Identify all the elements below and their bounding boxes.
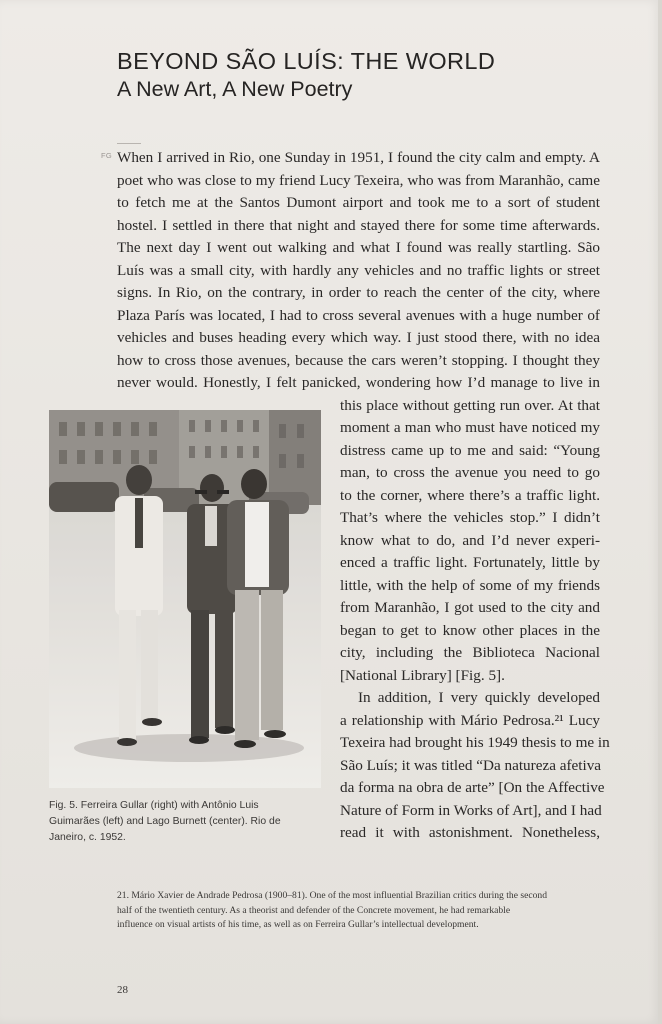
body-line: Luís was a small city, with hardly any vehicles and no traffic lights or street (117, 262, 600, 279)
body-line: little, with the help of some of my friends (340, 577, 600, 594)
body-line: That’s where the vehicles stop.” I didn’t (340, 509, 600, 526)
footnote-line: 21. Mário Xavier de Andrade Pedrosa (1900–81). One of the most influential Brazilian critics during the second (117, 890, 548, 901)
body-line: vehicles and buses heading every which way. I just stood there, with no idea (117, 329, 600, 346)
body-line: São Luís; it was titled “Da natureza afetiva (340, 757, 602, 774)
page-edge-shadow (658, 0, 662, 1024)
body-line: Plaza París was located, I had to cross several avenues with a huge number of (117, 307, 600, 324)
street-photo-illustration (49, 410, 321, 788)
body-line: da forma na obra de arte” [On the Affective (340, 779, 605, 796)
body-line: never would. Honestly, I felt panicked, wondering how I’d manage to live in (117, 374, 600, 391)
caption-line: Guimarães (left) and Lago Burnett (center). Rio de (49, 816, 281, 827)
body-line: began to get to know other places in the (340, 622, 600, 639)
chapter-subtitle: A New Art, A New Poetry (117, 77, 353, 101)
page-number: 28 (117, 984, 128, 996)
body-line: distress came up to me and said: “Young (340, 442, 600, 459)
body-line: from Maranhão, I got used to the city and (340, 599, 600, 616)
chapter-title: BEYOND SÃO LUÍS: THE WORLD (117, 48, 496, 74)
body-line: how to cross those avenues, because the cars weren’t stopping. I thought they (117, 352, 600, 369)
footnote-line: half of the twentieth century. As a theorist and defender of the Concrete movement, he had remarkable (117, 904, 511, 916)
body-line: to the corner, where there’s a traffic light. (340, 487, 600, 504)
caption-line: Fig. 5. Ferreira Gullar (right) with Antônio Luis (49, 800, 259, 811)
figure-caption (49, 798, 324, 846)
body-line: Nature of Form in Works of Art], and I had (340, 802, 602, 819)
section-rule (117, 143, 141, 144)
speaker-margin-mark: FG (101, 151, 113, 160)
footnote-line: influence on visual artists of his time, as well as on Ferreira Gullar’s intellectual development. (117, 919, 479, 930)
body-line: In addition, I very quickly developed (358, 689, 600, 706)
caption-line: Janeiro, c. 1952. (49, 832, 126, 843)
body-line: know what to do, and I’d never experi- (340, 532, 600, 549)
body-line: When I arrived in Rio, one Sunday in 1951, I found the city calm and empty. A (117, 149, 600, 166)
body-line: man, to cross the avenue you need to go (340, 464, 600, 481)
body-line: this place without getting run over. At that (340, 397, 600, 414)
body-line: city, including the Biblioteca Nacional (340, 644, 600, 661)
body-line: Texeira had brought his 1949 thesis to me in (340, 734, 610, 751)
body-line: to fetch me at the Santos Dumont airport and took me to a sort of student (117, 194, 600, 211)
body-line: poet who was close to my friend Lucy Texeira, who was from Maranhão, came (117, 172, 600, 189)
body-line: [National Library] [Fig. 5]. (340, 667, 505, 684)
body-line: moment a man who must have noticed my (340, 419, 600, 436)
body-line: enced a traffic light. Fortunately, little by (340, 554, 600, 571)
figure-photo (49, 410, 321, 788)
body-line: The next day I went out walking and what I found was really startling. São (117, 239, 600, 256)
footnote (117, 889, 602, 933)
body-line: a relationship with Mário Pedrosa.²¹ Lucy (340, 712, 600, 729)
body-line: signs. In Rio, on the contrary, in order to reach the center of the city, where (117, 284, 600, 301)
body-line: read it with astonishment. Nonetheless, (340, 824, 600, 841)
body-line: hostel. I settled in there that night and stayed there for some time afterwards. (117, 217, 600, 234)
